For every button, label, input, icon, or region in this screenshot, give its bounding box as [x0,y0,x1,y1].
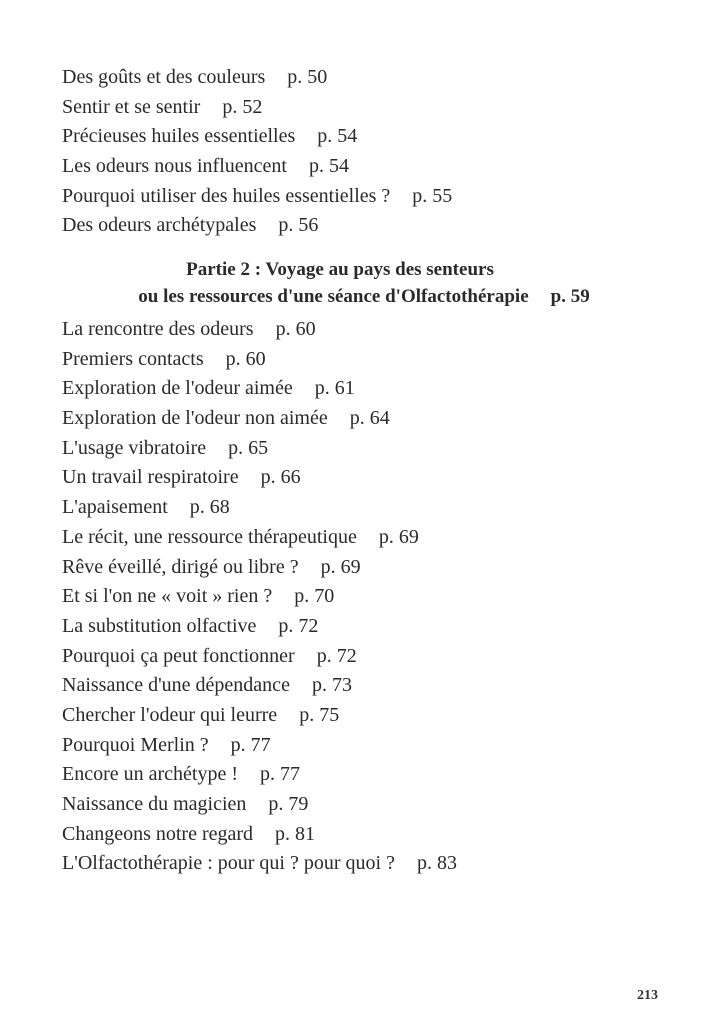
section-heading [0,256,720,310]
toc-entry-title: Premiers contacts [62,347,204,370]
toc-entry [62,731,457,761]
toc-entry-page: p. 50 [287,66,328,88]
toc-entry-title: Des odeurs archétypales [62,214,257,237]
toc-entry [62,760,457,790]
toc-entry-page: p. 77 [230,733,271,756]
toc-entry-page: p. 69 [320,555,361,578]
toc-entry-title: Exploration de l'odeur aimée [62,377,293,400]
toc-entry [62,553,457,583]
toc-entry-title: Le récit, une ressource thérapeutique [62,525,357,548]
toc-entry [62,493,457,523]
toc-entry-title: Naissance du magicien [62,793,247,815]
toc-entry-page: p. 83 [416,852,457,875]
toc-entry-title: Et si l'on ne « voit » rien ? [62,585,273,608]
toc-entry-page: p. 72 [278,614,319,637]
toc-entry-title: Exploration de l'odeur non aimée [62,407,328,430]
toc-entry-page: p. 55 [412,184,453,207]
toc-entry-page: p. 68 [189,496,230,519]
toc-entry-page: p. 64 [349,407,390,430]
toc-entry [62,790,457,820]
section-heading-title: Partie 2 : Voyage au pays des senteurs [186,259,494,280]
toc-entry-title: Naissance d'une dépendance [62,674,290,697]
toc-entry [62,701,457,731]
toc-entry [62,152,452,182]
section-heading-page: p. 59 [550,286,590,307]
section-heading-subtitle: ou les ressources d'une séance d'Olfactothérapie [138,286,529,307]
toc-entry-page: p. 66 [260,466,301,489]
toc-entry [62,93,452,123]
toc-entry-page: p. 60 [275,318,316,340]
toc-entry-page: p. 69 [378,525,419,548]
toc-entry-title: Précieuses huiles essentielles [62,125,296,148]
toc-entry-page: p. 81 [275,822,316,845]
toc-entry-title: Des goûts et des couleurs [62,66,266,88]
toc-entry-title: Rêve éveillé, dirigé ou libre ? [62,555,299,578]
toc-entry [62,404,457,434]
toc-entry [62,582,457,612]
toc-entry-page: p. 54 [317,125,358,148]
toc-entry-title: Chercher l'odeur qui leurre [62,703,278,726]
toc-entry [62,671,457,701]
toc-entry-page: p. 61 [314,377,355,400]
toc-list-bottom [62,315,457,879]
toc-entry [62,63,452,93]
toc-entry [62,211,452,241]
toc-entry-title: Sentir et se sentir [62,95,201,118]
toc-entry [62,463,457,493]
toc-entry-title: L'apaisement [62,496,168,519]
toc-entry [62,345,457,375]
toc-entry-title: Pourquoi Merlin ? [62,733,209,756]
toc-entry-title: La rencontre des odeurs [62,318,254,340]
toc-entry-title: Pourquoi ça peut fonctionner [62,644,295,667]
toc-entry-page: p. 77 [260,763,301,786]
toc-entry-title: La substitution olfactive [62,614,257,637]
toc-entry-page: p. 56 [278,214,319,237]
toc-entry-page: p. 54 [308,155,349,178]
toc-entry-page: p. 73 [311,674,352,697]
toc-entry-page: p. 72 [316,644,357,667]
toc-entry [62,820,457,850]
toc-entry [62,612,457,642]
section-heading-subtitle-line [8,283,720,310]
toc-entry-title: Pourquoi utiliser des huiles essentielles ? [62,184,391,207]
toc-entry-page: p. 70 [294,585,335,608]
toc-entry-page: p. 75 [299,703,340,726]
toc-entry [62,182,452,212]
toc-list-top [62,63,452,241]
toc-entry [62,434,457,464]
toc-entry [62,374,457,404]
toc-entry-page: p. 60 [225,347,266,370]
toc-entry [62,523,457,553]
toc-entry [62,315,457,345]
page-number: 213 [637,988,658,1003]
toc-entry-page: p. 52 [222,95,263,118]
toc-entry-title: Un travail respiratoire [62,466,239,489]
toc-entry-title: Encore un archétype ! [62,763,239,786]
toc-entry [62,122,452,152]
toc-entry [62,849,457,879]
toc-entry [62,642,457,672]
toc-entry-page: p. 65 [228,436,269,459]
toc-entry-title: Changeons notre regard [62,822,254,845]
toc-entry-title: L'usage vibratoire [62,436,207,459]
toc-entry-title: Les odeurs nous influencent [62,155,287,178]
toc-entry-title: L'Olfactothérapie : pour qui ? pour quoi ? [62,852,395,875]
toc-entry-page: p. 79 [268,793,309,815]
